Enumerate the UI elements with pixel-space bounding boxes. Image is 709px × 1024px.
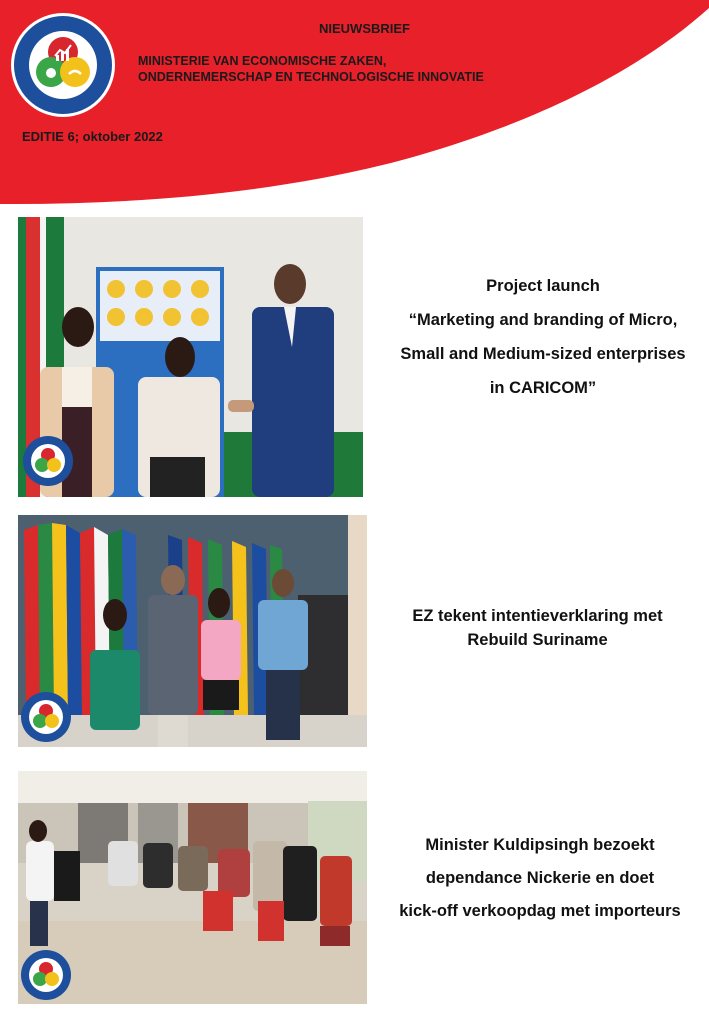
article-2-line-1: EZ tekent intentieverklaring met — [412, 607, 663, 625]
article-1-line-2: “Marketing and branding of Micro, — [408, 311, 678, 329]
edition-label: EDITIE 6; oktober 2022 — [22, 129, 163, 144]
article-1-line-3: Small and Medium-sized enterprises — [400, 345, 686, 363]
article-2-line-2: Rebuild Suriname — [467, 631, 608, 649]
photo-nickerie-visit — [18, 771, 367, 1004]
logo-watermark-icon — [20, 691, 72, 743]
newsletter-label: NIEUWSBRIEF — [319, 21, 410, 36]
article-1-headline — [378, 269, 708, 405]
article-3-line-1: Minister Kuldipsingh bezoekt — [425, 836, 655, 854]
logo-watermark-icon — [20, 949, 72, 1001]
article-2-headline — [370, 604, 705, 652]
logo-watermark-icon — [22, 435, 74, 487]
article-1-line-1: Project launch — [486, 277, 600, 295]
photo-project-launch — [18, 217, 363, 497]
ministry-line-2: ONDERNEMERSCHAP EN TECHNOLOGISCHE INNOVATIE — [138, 70, 484, 84]
article-3-headline — [374, 829, 706, 928]
article-1-line-4: in CARICOM” — [489, 379, 597, 397]
ministry-name — [138, 53, 484, 85]
article-3-line-3: kick-off verkoopdag met importeurs — [399, 902, 681, 920]
article-3-line-2: dependance Nickerie en doet — [425, 869, 655, 887]
photo-rebuild-suriname — [18, 515, 367, 747]
ministry-line-1: MINISTERIE VAN ECONOMISCHE ZAKEN, — [138, 54, 387, 68]
